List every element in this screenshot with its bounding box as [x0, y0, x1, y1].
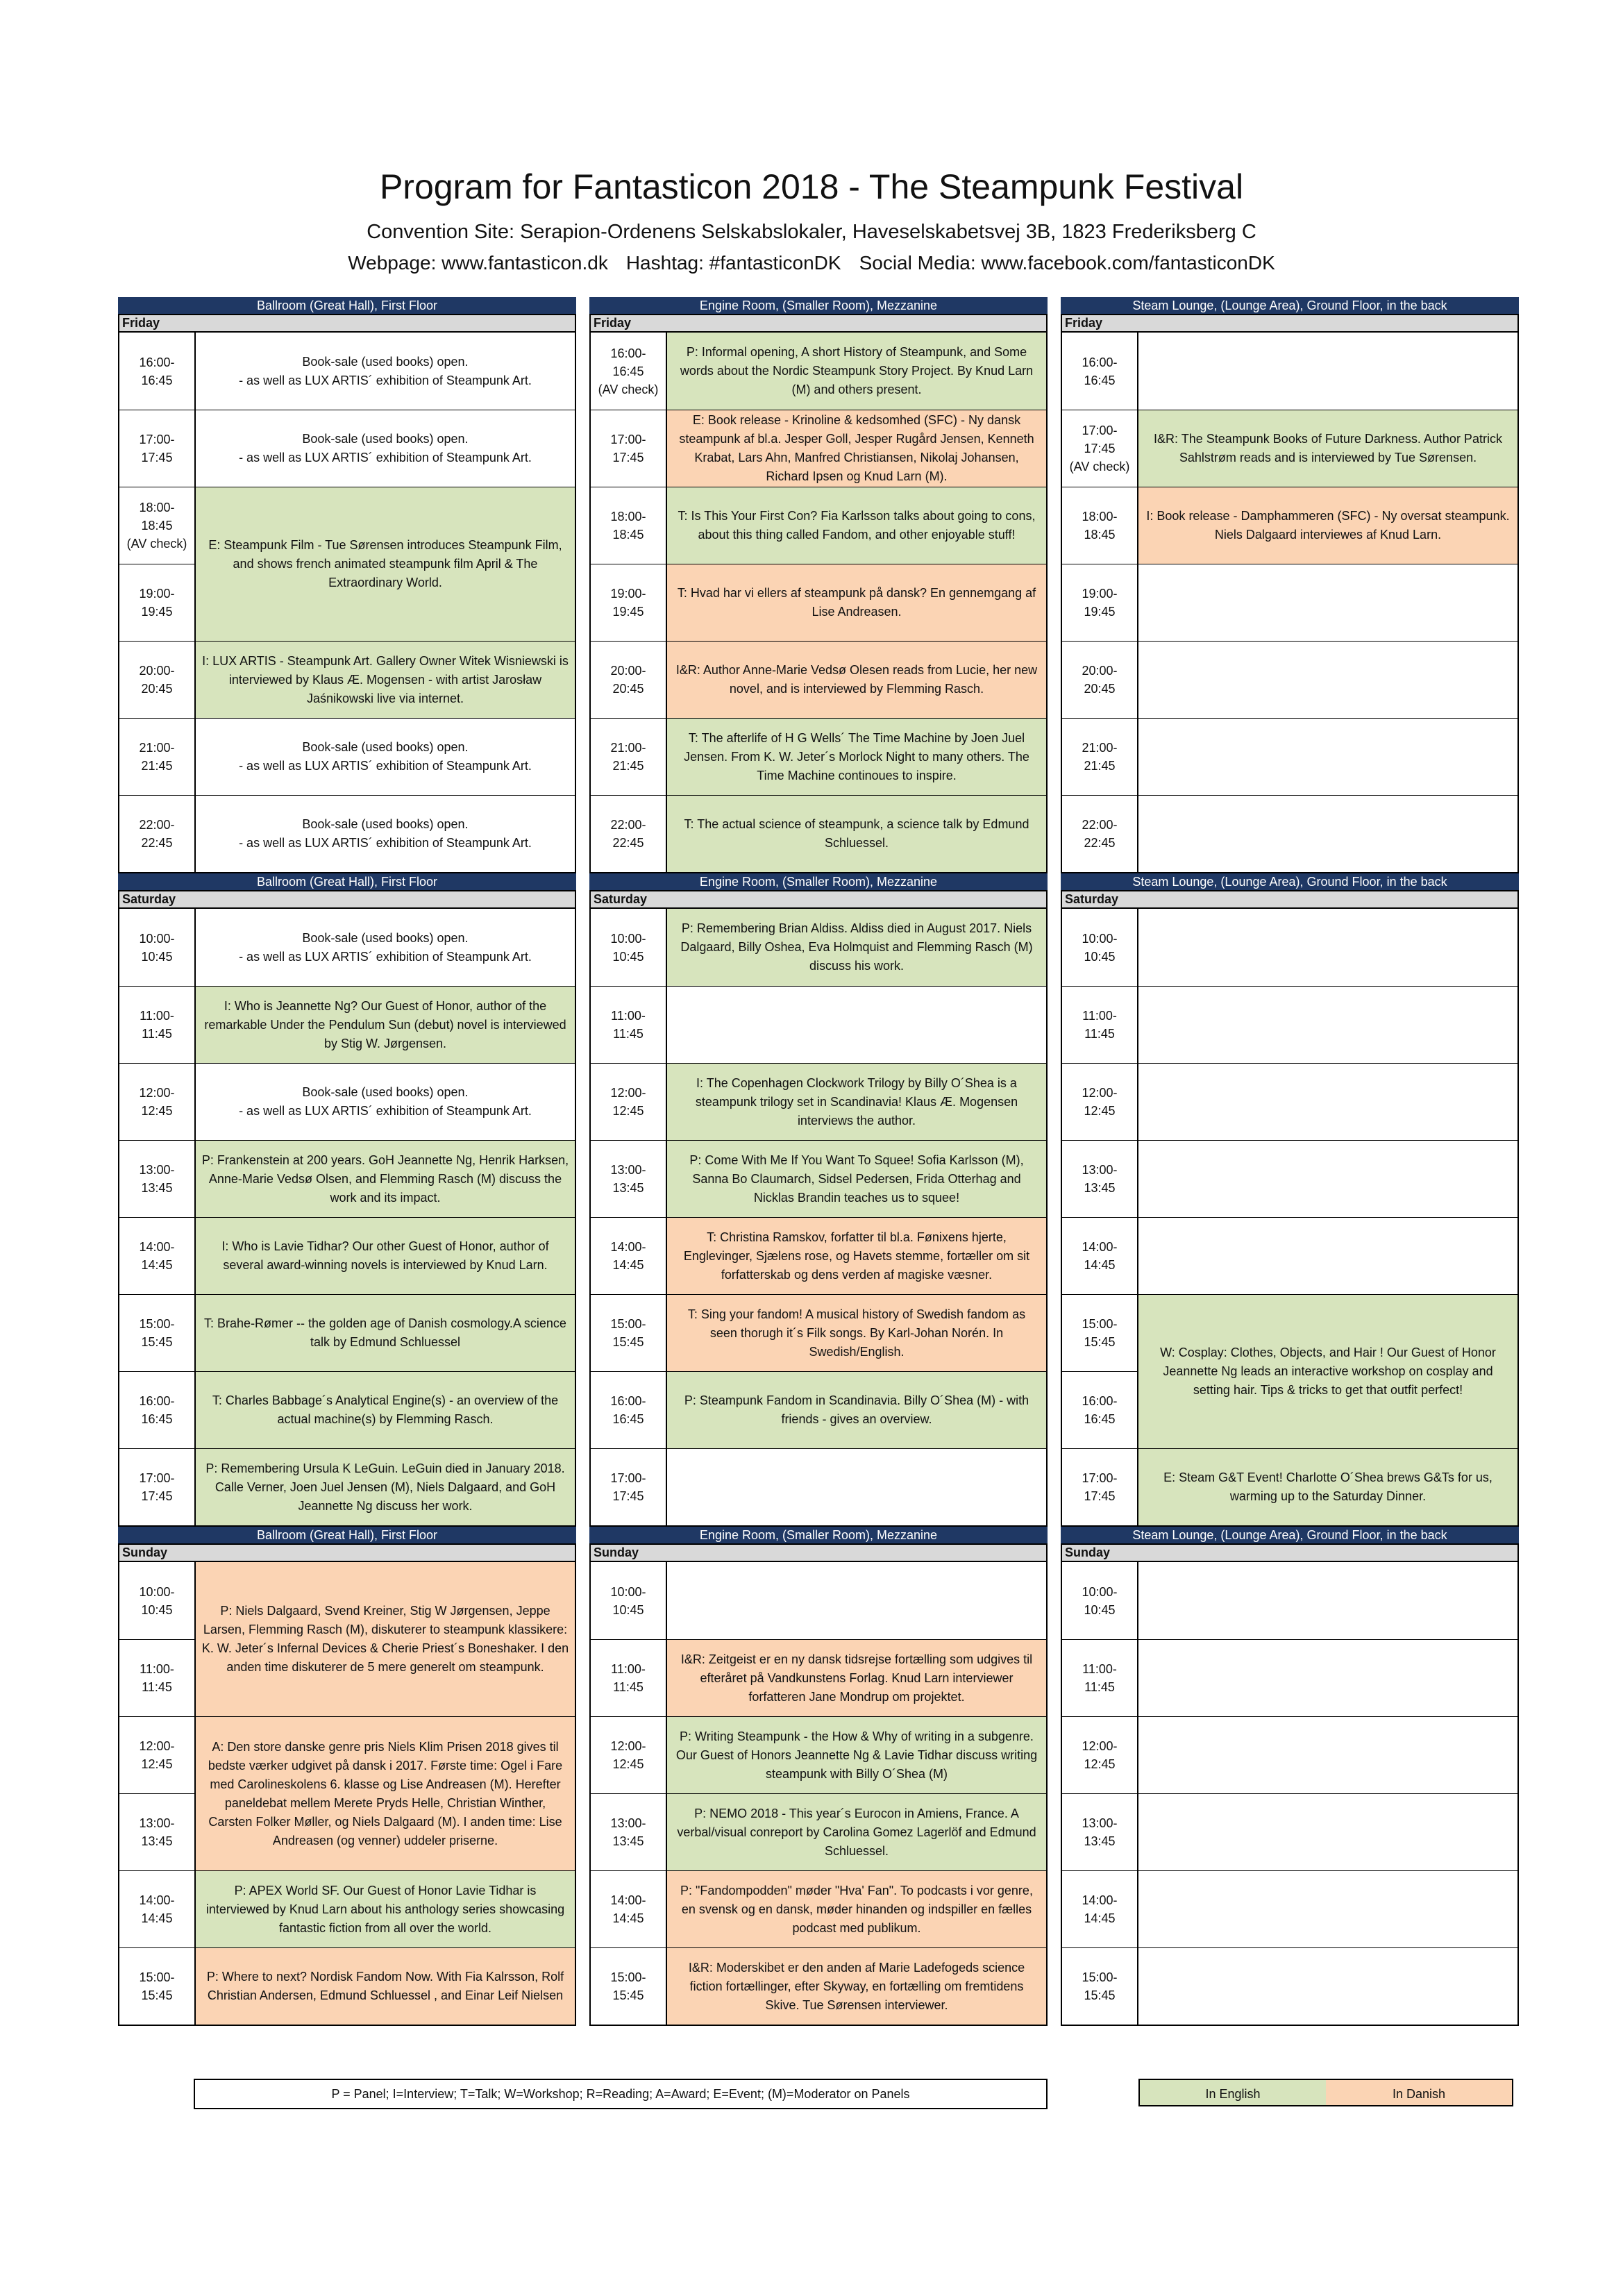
event-cell	[1138, 1947, 1517, 2025]
time-slot: 22:00- 22:45	[119, 795, 196, 872]
event-cell: Book-sale (used books) open. - as well as LUX ARTIS´ exhibition of Steampunk Art.	[196, 718, 575, 795]
time-slot: 11:00- 11:45	[119, 1639, 196, 1716]
event-cell: I: The Copenhagen Clockwork Trilogy by Billy O´Shea is a steampunk trilogy set in Scandinavia! Klaus Æ. Mogensen interviews the author.	[667, 1063, 1046, 1140]
time-slot: 14:00- 14:45	[119, 1217, 196, 1294]
day-label: Friday	[589, 314, 1048, 331]
time-slot: 13:00- 13:45	[1062, 1140, 1138, 1217]
time-slot: 16:00- 16:45	[119, 1371, 196, 1448]
day-label: Friday	[1061, 314, 1519, 331]
event-cell: E: Steampunk Film - Tue Sørensen introduces Steampunk Film, and shows french animated steampunk film April & The Extraordinary World.	[196, 487, 575, 641]
time-slot: 18:00- 18:45	[591, 487, 667, 564]
time-slot: 11:00- 11:45	[1062, 986, 1138, 1063]
event-cell	[1138, 333, 1517, 410]
event-cell: P: Steampunk Fandom in Scandinavia. Billy O´Shea (M) - with friends - gives an overview.	[667, 1371, 1046, 1448]
event-cell	[1138, 1870, 1517, 1947]
social-media: Social Media: www.facebook.com/fantasticonDK	[859, 252, 1275, 274]
time-slot: 13:00- 13:45	[119, 1140, 196, 1217]
event-cell: P: Frankenstein at 200 years. GoH Jeannette Ng, Henrik Harksen, Anne-Marie Vedsø Olsen, and Flemming Rasch (M) discuss the work and its impact.	[196, 1140, 575, 1217]
room-header: Steam Lounge, (Lounge Area), Ground Floor, in the back	[1061, 873, 1519, 890]
event-cell	[1138, 1140, 1517, 1217]
time-slot: 17:00- 17:45	[119, 1448, 196, 1525]
event-cell: I&R: Author Anne-Marie Vedsø Olesen reads from Lucie, her new novel, and is interviewed by Flemming Rasch.	[667, 641, 1046, 718]
time-slot: 14:00- 14:45	[591, 1217, 667, 1294]
event-cell: Book-sale (used books) open. - as well as LUX ARTIS´ exhibition of Steampunk Art.	[196, 410, 575, 487]
time-slot: 16:00- 16:45	[119, 333, 196, 410]
time-slot: 15:00- 15:45	[591, 1294, 667, 1371]
lounge-friday-grid	[1061, 331, 1519, 873]
day-label: Saturday	[589, 890, 1048, 907]
event-cell: Book-sale (used books) open. - as well as LUX ARTIS´ exhibition of Steampunk Art.	[196, 795, 575, 872]
convention-site: Convention Site: Serapion-Ordenens Selskabslokaler, Haveselskabetsvej 3B, 1823 Frederiksberg C	[367, 221, 1256, 243]
engine-room-column	[589, 297, 1048, 2026]
ballroom-friday-grid	[118, 331, 576, 873]
event-cell: I: LUX ARTIS - Steampunk Art. Gallery Owner Witek Wisniewski is interviewed by Klaus Æ. Mogensen - with artist Jarosław Jaśnikowski live via internet.	[196, 641, 575, 718]
event-cell	[667, 1448, 1046, 1525]
time-slot: 12:00- 12:45	[119, 1063, 196, 1140]
day-label: Sunday	[1061, 1543, 1519, 1561]
time-slot: 16:00- 16:45	[591, 1371, 667, 1448]
time-slot: 21:00- 21:45	[119, 718, 196, 795]
event-cell: T: The afterlife of H G Wells´ The Time Machine by Joen Juel Jensen. From K. W. Jeter´s Morlock Night to many others. The Time Machine continoues to inspire.	[667, 718, 1046, 795]
event-cell: P: NEMO 2018 - This year´s Eurocon in Amiens, France. A verbal/visual conreport by Carolina Gomez Lagerlöf and Edmund Schluessel.	[667, 1793, 1046, 1870]
event-cell: W: Cosplay: Clothes, Objects, and Hair ! Our Guest of Honor Jeannette Ng leads an interactive workshop on cosplay and setting hair. Tips & tricks to get that outfit perfect!	[1138, 1294, 1517, 1448]
time-slot: 17:00- 17:45	[119, 410, 196, 487]
event-cell: T: Charles Babbage´s Analytical Engine(s) - an overview of the actual machine(s) by Flemming Rasch.	[196, 1371, 575, 1448]
event-cell	[1138, 1217, 1517, 1294]
time-slot: 14:00- 14:45	[591, 1870, 667, 1947]
webpage: Webpage: www.fantasticon.dk	[348, 252, 608, 274]
event-cell: P: Remembering Brian Aldiss. Aldiss died in August 2017. Niels Dalgaard, Billy Oshea, Eva Holmquist and Flemming Rasch (M) discuss his work.	[667, 909, 1046, 986]
event-cell: I&R: Moderskibet er den anden af Marie Ladefogeds science fiction fortællinger, efter Skyway, en fortælling om fremtidens Skive. Tue Sørensen interviewer.	[667, 1947, 1046, 2025]
event-cell: T: Christina Ramskov, forfatter til bl.a. Fønixens hjerte, Englevinger, Sjælens rose, og Havets stemme, fortæller om sit forfatterskab og dens verden af magiske væsner.	[667, 1217, 1046, 1294]
event-cell: P: Where to next? Nordisk Fandom Now. With Fia Kalrsson, Rolf Christian Andersen, Edmund Schluessel , and Einar Leif Nielsen	[196, 1947, 575, 2025]
day-label: Sunday	[589, 1543, 1048, 1561]
time-slot: 20:00- 20:45	[591, 641, 667, 718]
room-header: Engine Room, (Smaller Room), Mezzanine	[589, 1527, 1048, 1543]
event-cell	[1138, 641, 1517, 718]
time-slot: 13:00- 13:45	[1062, 1793, 1138, 1870]
lounge-sunday-grid	[1061, 1561, 1519, 2026]
event-cell	[1138, 1639, 1517, 1716]
room-header: Steam Lounge, (Lounge Area), Ground Floor, in the back	[1061, 297, 1519, 314]
event-cell: E: Book release - Krinoline & kedsomhed (SFC) - Ny dansk steampunk af bl.a. Jesper Goll, Jesper Rugård Jensen, Kenneth Krabat, Lars Ahn, Manfred Christiansen, Nikolaj Johansen, Richard Ipsen og Knud Larn (M).	[667, 410, 1046, 487]
day-label: Saturday	[118, 890, 576, 907]
time-slot: 17:00- 17:45	[591, 410, 667, 487]
event-cell: P: APEX World SF. Our Guest of Honor Lavie Tidhar is interviewed by Knud Larn about his anthology series showcasing fantastic fiction from all over the world.	[196, 1870, 575, 1947]
event-cell: T: Brahe-Rømer -- the golden age of Danish cosmology.A science talk by Edmund Schluessel	[196, 1294, 575, 1371]
time-slot: 13:00- 13:45	[119, 1793, 196, 1870]
ballroom-sunday-grid	[118, 1561, 576, 2026]
engine-friday-grid	[589, 331, 1048, 873]
time-slot: 11:00- 11:45	[1062, 1639, 1138, 1716]
time-slot: 15:00- 15:45	[1062, 1294, 1138, 1371]
event-cell	[1138, 909, 1517, 986]
time-slot: 10:00- 10:45	[591, 1562, 667, 1639]
time-slot: 18:00- 18:45	[1062, 487, 1138, 564]
event-cell	[1138, 1063, 1517, 1140]
room-header: Ballroom (Great Hall), First Floor	[118, 873, 576, 890]
time-slot: 11:00- 11:45	[119, 986, 196, 1063]
room-header: Engine Room, (Smaller Room), Mezzanine	[589, 873, 1048, 890]
legend-danish: In Danish	[1326, 2079, 1513, 2106]
event-cell	[1138, 718, 1517, 795]
event-cell	[1138, 564, 1517, 641]
time-slot: 15:00- 15:45	[591, 1947, 667, 2025]
time-slot: 12:00- 12:45	[591, 1716, 667, 1793]
day-label: Friday	[118, 314, 576, 331]
time-slot: 18:00- 18:45 (AV check)	[119, 487, 196, 564]
event-cell	[1138, 795, 1517, 872]
room-header: Steam Lounge, (Lounge Area), Ground Floor, in the back	[1061, 1527, 1519, 1543]
event-cell: T: Sing your fandom! A musical history of Swedish fandom as seen thorugh it´s Filk songs. By Karl-Johan Norén. In Swedish/English.	[667, 1294, 1046, 1371]
time-slot: 15:00- 15:45	[119, 1947, 196, 2025]
time-slot: 10:00- 10:45	[1062, 1562, 1138, 1639]
time-slot: 12:00- 12:45	[591, 1063, 667, 1140]
time-slot: 16:00- 16:45 (AV check)	[591, 333, 667, 410]
event-cell	[667, 1562, 1046, 1639]
room-header: Ballroom (Great Hall), First Floor	[118, 1527, 576, 1543]
time-slot: 14:00- 14:45	[1062, 1217, 1138, 1294]
engine-sunday-grid	[589, 1561, 1048, 2026]
event-cell: T: Hvad har vi ellers af steampunk på dansk? En gennemgang af Lise Andreasen.	[667, 564, 1046, 641]
event-cell: Book-sale (used books) open. - as well as LUX ARTIS´ exhibition of Steampunk Art.	[196, 1063, 575, 1140]
time-slot: 22:00- 22:45	[1062, 795, 1138, 872]
event-cell: Book-sale (used books) open. - as well as LUX ARTIS´ exhibition of Steampunk Art.	[196, 909, 575, 986]
day-label: Sunday	[118, 1543, 576, 1561]
hashtag: Hashtag: #fantasticonDK	[625, 252, 841, 274]
room-header: Ballroom (Great Hall), First Floor	[118, 297, 576, 314]
event-cell: T: Is This Your First Con? Fia Karlsson talks about going to cons, about this thing called Fandom, and other enjoyable stuff!	[667, 487, 1046, 564]
time-slot: 15:00- 15:45	[1062, 1947, 1138, 2025]
event-cell: E: Steam G&T Event! Charlotte O´Shea brews G&Ts for us, warming up to the Saturday Dinner.	[1138, 1448, 1517, 1525]
time-slot: 21:00- 21:45	[1062, 718, 1138, 795]
time-slot: 13:00- 13:45	[591, 1140, 667, 1217]
lounge-saturday-grid	[1061, 907, 1519, 1527]
event-cell: P: Remembering Ursula K LeGuin. LeGuin died in January 2018. Calle Verner, Joen Juel Jensen (M), Niels Dalgaard, and GoH Jeannette Ng discuss her work.	[196, 1448, 575, 1525]
event-cell	[667, 986, 1046, 1063]
event-cell: I: Who is Lavie Tidhar? Our other Guest of Honor, author of several award-winning novels is interviewed by Knud Larn.	[196, 1217, 575, 1294]
time-slot: 12:00- 12:45	[1062, 1716, 1138, 1793]
time-slot: 17:00- 17:45	[591, 1448, 667, 1525]
time-slot: 10:00- 10:45	[591, 909, 667, 986]
event-cell: A: Den store danske genre pris Niels Klim Prisen 2018 gives til bedste værker udgivet på dansk i 2017. Første time: Ogel i Fare med Carolineskolens 6. klasse og Lise Andreasen (M). Herefter paneldebat mellem Merete Pryds Helle, Christian Winther, Carsten Folker Møller, og Niels Dalgaard (M). I anden time: Lise Andreasen (og venner) uddeler priserne.	[196, 1716, 575, 1870]
page-title: Program for Fantasticon 2018 - The Steampunk Festival	[379, 167, 1244, 206]
event-cell: I&R: The Steampunk Books of Future Darkness. Author Patrick Sahlstrøm reads and is interviewed by Tue Sørensen.	[1138, 410, 1517, 487]
time-slot: 21:00- 21:45	[591, 718, 667, 795]
steam-lounge-column	[1061, 297, 1519, 2026]
event-cell: Book-sale (used books) open. - as well as LUX ARTIS´ exhibition of Steampunk Art.	[196, 333, 575, 410]
time-slot: 15:00- 15:45	[119, 1294, 196, 1371]
time-slot: 10:00- 10:45	[119, 1562, 196, 1639]
engine-saturday-grid	[589, 907, 1048, 1527]
event-cell	[1138, 1716, 1517, 1793]
time-slot: 19:00- 19:45	[119, 564, 196, 641]
event-cell: P: Writing Steampunk - the How & Why of writing in a subgenre. Our Guest of Honors Jeannette Ng & Lavie Tidhar discuss writing steampunk with Billy O´Shea (M)	[667, 1716, 1046, 1793]
time-slot: 17:00- 17:45	[1062, 1448, 1138, 1525]
time-slot: 12:00- 12:45	[1062, 1063, 1138, 1140]
time-slot: 10:00- 10:45	[119, 909, 196, 986]
event-cell	[1138, 986, 1517, 1063]
ballroom-column	[118, 297, 576, 2026]
event-cell: P: Niels Dalgaard, Svend Kreiner, Stig W Jørgensen, Jeppe Larsen, Flemming Rasch (M), diskuterer to steampunk klassikere: K. W. Jeter´s Infernal Devices & Cherie Priest´s Boneshaker. I den anden time diskuterer de 5 mere generelt om steampunk.	[196, 1562, 575, 1716]
event-cell: P: "Fandompodden" møder "Hva' Fan". To podcasts i vor genre, en svensk og en dansk, møder hinanden og indspiller en fælles podcast med publikum.	[667, 1870, 1046, 1947]
event-cell	[1138, 1562, 1517, 1639]
event-cell: T: The actual science of steampunk, a science talk by Edmund Schluessel.	[667, 795, 1046, 872]
time-slot: 16:00- 16:45	[1062, 333, 1138, 410]
time-slot: 13:00- 13:45	[591, 1793, 667, 1870]
time-slot: 16:00- 16:45	[1062, 1371, 1138, 1448]
event-cell: I: Who is Jeannette Ng? Our Guest of Honor, author of the remarkable Under the Pendulum Sun (debut) novel is interviewed by Stig W. Jørgensen.	[196, 986, 575, 1063]
legend-english: In English	[1138, 2079, 1326, 2106]
time-slot: 10:00- 10:45	[1062, 909, 1138, 986]
time-slot: 20:00- 20:45	[119, 641, 196, 718]
time-slot: 20:00- 20:45	[1062, 641, 1138, 718]
day-label: Saturday	[1061, 890, 1519, 907]
time-slot: 12:00- 12:45	[119, 1716, 196, 1793]
room-header: Engine Room, (Smaller Room), Mezzanine	[589, 297, 1048, 314]
event-cell: P: Informal opening, A short History of Steampunk, and Some words about the Nordic Steampunk Story Project. By Knud Larn (M) and others present.	[667, 333, 1046, 410]
event-cell: I: Book release - Damphammeren (SFC) - Ny oversat steampunk. Niels Dalgaard interviewes af Knud Larn.	[1138, 487, 1517, 564]
contact-line	[0, 252, 1623, 274]
time-slot: 11:00- 11:45	[591, 1639, 667, 1716]
time-slot: 14:00- 14:45	[119, 1870, 196, 1947]
ballroom-saturday-grid	[118, 907, 576, 1527]
time-slot: 22:00- 22:45	[591, 795, 667, 872]
event-cell: I&R: Zeitgeist er en ny dansk tidsrejse fortælling som udgives til efteråret på Vandkunstens Forlag. Knud Larn interviewer forfatteren Jane Mondrup om projektet.	[667, 1639, 1046, 1716]
time-slot: 19:00- 19:45	[1062, 564, 1138, 641]
time-slot: 17:00- 17:45 (AV check)	[1062, 410, 1138, 487]
time-slot: 19:00- 19:45	[591, 564, 667, 641]
event-cell	[1138, 1793, 1517, 1870]
abbreviation-legend: P = Panel; I=Interview; T=Talk; W=Workshop; R=Reading; A=Award; E=Event; (M)=Moderator on Panels	[194, 2079, 1048, 2109]
event-cell: P: Come With Me If You Want To Squee! Sofia Karlsson (M), Sanna Bo Claumarch, Sidsel Pedersen, Frida Otterhag and Nicklas Brandin teaches us to squee!	[667, 1140, 1046, 1217]
time-slot: 11:00- 11:45	[591, 986, 667, 1063]
time-slot: 14:00- 14:45	[1062, 1870, 1138, 1947]
